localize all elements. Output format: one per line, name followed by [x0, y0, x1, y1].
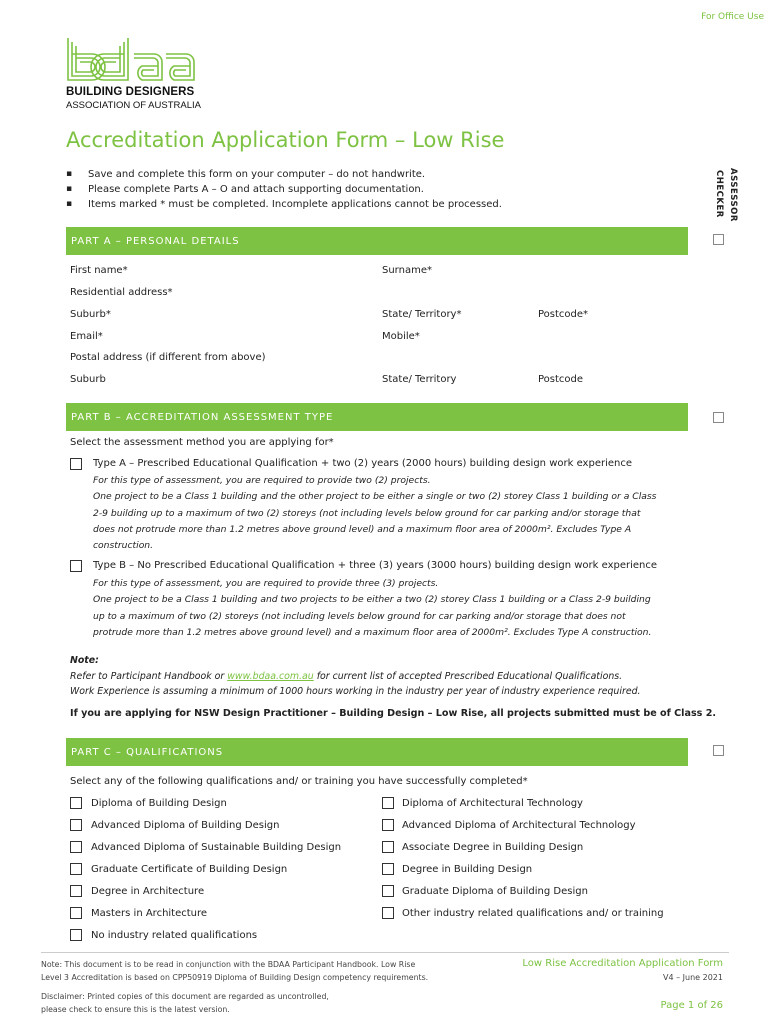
instructions-list	[66, 167, 502, 212]
qualification-label: Graduate Certificate of Building Design	[91, 864, 288, 875]
logo-text-line1: BUILDING DESIGNERS	[66, 86, 195, 98]
qualification-checkbox[interactable]	[70, 885, 82, 897]
qualification-label: Degree in Architecture	[91, 886, 205, 897]
footer-note-line: Level 3 Accreditation is based on CPP50919 Diploma of Building Design competency requirements.	[41, 973, 429, 982]
part-a-header: PART A – PERSONAL DETAILS	[66, 227, 688, 255]
part-c-checker-checkbox[interactable]	[713, 745, 724, 756]
part-c-header: PART C – QUALIFICATIONS	[66, 738, 688, 766]
qualification-checkbox[interactable]	[382, 841, 394, 853]
qualification-label: Associate Degree in Building Design	[402, 842, 584, 853]
part-b-checker-checkbox[interactable]	[713, 412, 724, 423]
qualifications-prompt: Select any of the following qualifications and/ or training you have successfully completed*	[70, 776, 528, 787]
page-number: Page 1 of 26	[660, 1000, 723, 1011]
qualification-checkbox[interactable]	[382, 885, 394, 897]
footer-note-line: Note: This document is to be read in conjunction with the BDAA Participant Handbook. Low Rise	[41, 960, 416, 969]
type-a-line: For this type of assessment, you are required to provide two (2) projects.	[93, 475, 431, 486]
bdaa-logo	[66, 36, 206, 111]
assessor-text: ASSESSOR	[728, 168, 738, 222]
type-b-description	[93, 576, 683, 641]
postal-address-field[interactable]: Postal address (if different from above)	[70, 352, 266, 363]
qualification-checkbox[interactable]	[382, 797, 394, 809]
qualification-label: Diploma of Building Design	[91, 798, 227, 809]
qualification-label: Diploma of Architectural Technology	[402, 798, 583, 809]
qualification-checkbox[interactable]	[382, 907, 394, 919]
qualification-label: Degree in Building Design	[402, 864, 533, 875]
footer-note	[41, 958, 428, 984]
type-b-line: up to a maximum of two (2) storeys (not including levels below ground for car parking and/or storage that does not	[93, 610, 626, 622]
bdaa-website-link[interactable]: www.bdaa.com.au	[227, 670, 314, 682]
type-a-description	[93, 473, 683, 554]
qualification-checkbox[interactable]	[70, 929, 82, 941]
email-field[interactable]: Email*	[70, 331, 103, 342]
assessor-checker-label	[710, 168, 744, 228]
type-b-line: protrude more than 1.2 metres above ground level) and a maximum floor area of 2000m². Excludes Type A construction.	[93, 626, 652, 638]
part-b-header: PART B – ACCREDITATION ASSESSMENT TYPE	[66, 403, 688, 431]
note-line1-post: for current list of accepted Prescribed Educational Qualifications.	[313, 670, 623, 682]
qualification-checkbox[interactable]	[382, 819, 394, 831]
type-b-checkbox[interactable]	[70, 560, 82, 572]
part-b-note	[70, 653, 641, 700]
qualification-label: Advanced Diploma of Architectural Technology	[402, 820, 636, 831]
postcode-field[interactable]: Postcode*	[538, 309, 589, 320]
footer-disclaimer-line: please check to ensure this is the latest version.	[41, 1005, 230, 1014]
instruction-item: ▪ Please complete Parts A – O and attach supporting documentation.	[66, 182, 502, 197]
page-title: Accreditation Application Form – Low Rise	[66, 128, 505, 152]
type-b-line: One project to be a Class 1 building and two projects to be either a two (2) storey Class 1 building or a Class 2-9 building	[93, 594, 651, 606]
assessment-prompt: Select the assessment method you are applying for*	[70, 437, 334, 448]
surname-field[interactable]: Surname*	[382, 265, 432, 276]
type-b-label: Type B – No Prescribed Educational Qualification + three (3) years (3000 hours) building design work experience	[93, 560, 658, 571]
bdaa-logo-mark	[66, 36, 198, 82]
note-line1	[70, 669, 641, 685]
type-a-checkbox[interactable]	[70, 458, 82, 470]
suburb-field[interactable]: Suburb*	[70, 309, 111, 320]
qualification-checkbox[interactable]	[70, 797, 82, 809]
qualification-label: Advanced Diploma of Sustainable Building Design	[91, 842, 342, 853]
type-a-line: One project to be a Class 1 building and the other project to be either a single or two (2) storey Class 1 building or a Class	[93, 491, 657, 503]
footer-version: V4 – June 2021	[663, 973, 723, 982]
first-name-field[interactable]: First name*	[70, 265, 128, 276]
qualification-checkbox[interactable]	[70, 863, 82, 875]
postal-suburb-field[interactable]: Suburb	[70, 374, 106, 385]
nsw-class-note: If you are applying for NSW Design Practitioner – Building Design – Low Rise, all projects submitted must be of Class 2.	[70, 708, 717, 719]
type-b-line: For this type of assessment, you are required to provide three (3) projects.	[93, 578, 439, 589]
note-line2: Work Experience is assuming a minimum of 1000 hours working in the industry per year of industry experience required.	[70, 686, 641, 697]
qualification-checkbox[interactable]	[70, 841, 82, 853]
type-a-line: 2-9 building up to a maximum of two (2) storeys (not including levels below ground for car parking and/or storage that	[93, 507, 641, 519]
type-a-line: construction.	[93, 540, 154, 552]
type-a-line: does not protrude more than 1.2 metres above ground level) and a maximum floor area of 2000m². Excludes Type A	[93, 523, 632, 535]
instruction-item: ▪ Items marked * must be completed. Incomplete applications cannot be processed.	[66, 197, 502, 212]
qualification-label: Graduate Diploma of Building Design	[402, 886, 588, 897]
qualification-label: Other industry related qualifications and/ or training	[402, 908, 664, 919]
state-field[interactable]: State/ Territory*	[382, 309, 462, 320]
mobile-field[interactable]: Mobile*	[382, 331, 420, 342]
footer-disclaimer-line: Disclaimer: Printed copies of this document are regarded as uncontrolled,	[41, 992, 329, 1001]
type-a-label: Type A – Prescribed Educational Qualification + two (2) years (2000 hours) building design work experience	[93, 458, 632, 469]
qualification-label: Advanced Diploma of Building Design	[91, 820, 280, 831]
residential-address-field[interactable]: Residential address*	[70, 287, 173, 298]
qualification-checkbox[interactable]	[382, 863, 394, 875]
logo-text-line2: ASSOCIATION OF AUSTRALIA	[66, 100, 201, 111]
part-a-checker-checkbox[interactable]	[713, 234, 724, 245]
qualification-checkbox[interactable]	[70, 907, 82, 919]
checker-text: CHECKER	[714, 170, 724, 218]
qualification-checkbox[interactable]	[70, 819, 82, 831]
footer-form-name: Low Rise Accreditation Application Form	[522, 958, 723, 969]
footer-disclaimer	[41, 990, 329, 1016]
postal-postcode-field[interactable]: Postcode	[538, 374, 584, 385]
footer-divider	[41, 952, 729, 953]
postal-state-field[interactable]: State/ Territory	[382, 374, 457, 385]
office-use-label: For Office Use	[701, 12, 764, 22]
note-heading: Note:	[70, 655, 99, 666]
qualification-label: No industry related qualifications	[91, 930, 258, 941]
instruction-item: ▪ Save and complete this form on your computer – do not handwrite.	[66, 167, 502, 182]
qualification-label: Masters in Architecture	[91, 908, 208, 919]
note-line1-pre: Refer to Participant Handbook or	[70, 670, 228, 682]
